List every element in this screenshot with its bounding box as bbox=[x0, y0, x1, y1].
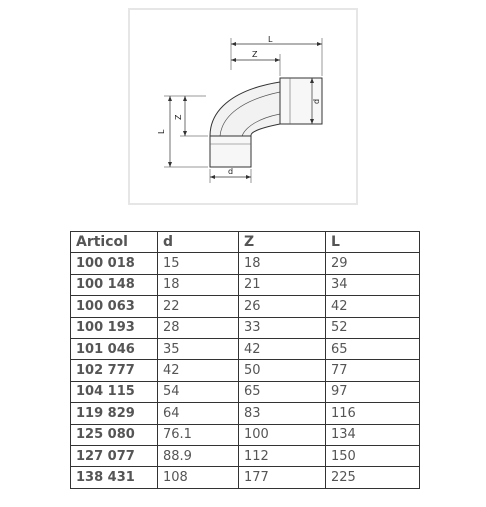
table-row bbox=[71, 253, 420, 274]
header-d: d bbox=[158, 232, 239, 253]
cell-d: 15 bbox=[158, 253, 239, 274]
cell-l: 77 bbox=[326, 360, 420, 381]
cell-z: 21 bbox=[239, 274, 326, 295]
table-row bbox=[71, 445, 420, 466]
table-row bbox=[71, 317, 420, 338]
cell-l: 116 bbox=[326, 403, 420, 424]
cell-z: 50 bbox=[239, 360, 326, 381]
dimensions-table bbox=[70, 231, 420, 489]
header-l: L bbox=[326, 232, 420, 253]
dim-label-L-left: L bbox=[157, 129, 166, 134]
cell-d: 108 bbox=[158, 467, 239, 488]
cell-z: 26 bbox=[239, 296, 326, 317]
cell-d: 76.1 bbox=[158, 424, 239, 445]
dim-label-d-bottom: d bbox=[228, 167, 234, 176]
bottom-socket bbox=[210, 136, 251, 167]
dim-label-d-right: d bbox=[312, 98, 321, 104]
cell-l: 134 bbox=[326, 424, 420, 445]
cell-l: 97 bbox=[326, 381, 420, 402]
cell-d: 22 bbox=[158, 296, 239, 317]
cell-articol: 101 046 bbox=[71, 338, 158, 359]
table-row bbox=[71, 381, 420, 402]
cell-d: 54 bbox=[158, 381, 239, 402]
cell-l: 150 bbox=[326, 445, 420, 466]
cell-d: 28 bbox=[158, 317, 239, 338]
cell-articol: 102 777 bbox=[71, 360, 158, 381]
table-row bbox=[71, 403, 420, 424]
cell-z: 177 bbox=[239, 467, 326, 488]
cell-z: 42 bbox=[239, 338, 326, 359]
elbow-fitting-drawing bbox=[130, 10, 360, 207]
table-row bbox=[71, 338, 420, 359]
cell-z: 18 bbox=[239, 253, 326, 274]
table-row bbox=[71, 360, 420, 381]
cell-articol: 119 829 bbox=[71, 403, 158, 424]
cell-d: 18 bbox=[158, 274, 239, 295]
cell-d: 64 bbox=[158, 403, 239, 424]
cell-articol: 100 148 bbox=[71, 274, 158, 295]
cell-articol: 100 063 bbox=[71, 296, 158, 317]
cell-l: 225 bbox=[326, 467, 420, 488]
cell-l: 52 bbox=[326, 317, 420, 338]
cell-z: 100 bbox=[239, 424, 326, 445]
cell-l: 42 bbox=[326, 296, 420, 317]
cell-d: 42 bbox=[158, 360, 239, 381]
cell-l: 29 bbox=[326, 253, 420, 274]
cell-z: 65 bbox=[239, 381, 326, 402]
dim-label-L-top: L bbox=[268, 35, 273, 44]
cell-articol: 104 115 bbox=[71, 381, 158, 402]
table-row bbox=[71, 424, 420, 445]
cell-articol: 100 018 bbox=[71, 253, 158, 274]
cell-articol: 127 077 bbox=[71, 445, 158, 466]
header-articol: Articol bbox=[71, 232, 158, 253]
table-header-row bbox=[71, 232, 420, 253]
cell-articol: 138 431 bbox=[71, 467, 158, 488]
table-row bbox=[71, 296, 420, 317]
cell-d: 88.9 bbox=[158, 445, 239, 466]
technical-drawing-frame bbox=[128, 8, 358, 205]
header-z: Z bbox=[239, 232, 326, 253]
cell-z: 33 bbox=[239, 317, 326, 338]
cell-l: 34 bbox=[326, 274, 420, 295]
cell-articol: 125 080 bbox=[71, 424, 158, 445]
cell-z: 83 bbox=[239, 403, 326, 424]
cell-l: 65 bbox=[326, 338, 420, 359]
dim-label-Z-left: Z bbox=[174, 114, 183, 120]
cell-articol: 100 193 bbox=[71, 317, 158, 338]
cell-d: 35 bbox=[158, 338, 239, 359]
table-row bbox=[71, 274, 420, 295]
table-row bbox=[71, 467, 420, 488]
cell-z: 112 bbox=[239, 445, 326, 466]
dim-label-Z-top: Z bbox=[252, 50, 258, 59]
